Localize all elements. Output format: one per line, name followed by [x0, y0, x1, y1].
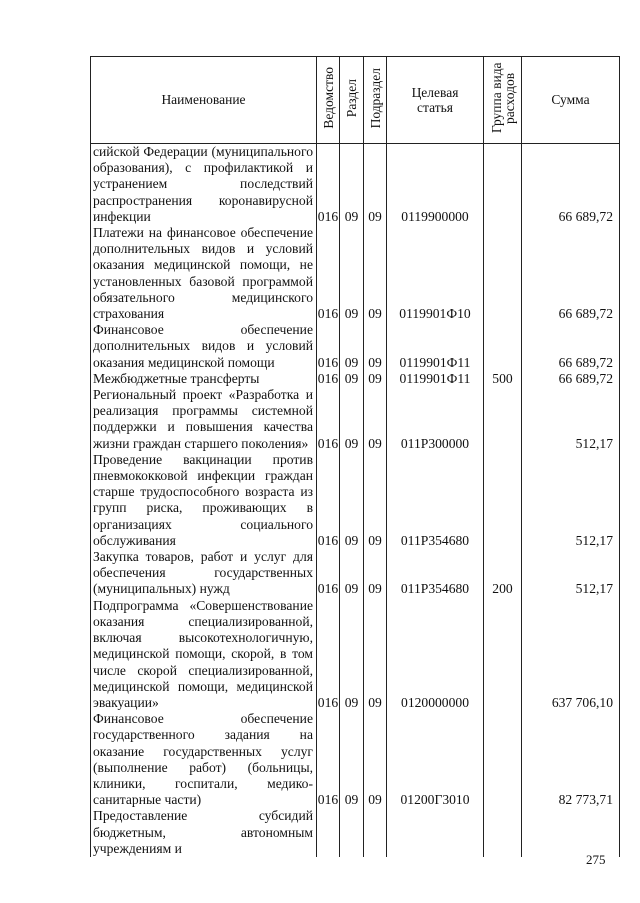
table-row	[91, 322, 620, 371]
row-section: 09	[340, 452, 364, 549]
table-row	[91, 711, 620, 808]
row-target: 0120000000	[387, 598, 484, 711]
row-department: 016	[317, 370, 339, 386]
row-target	[387, 808, 484, 857]
table-header-row	[91, 57, 620, 144]
row-group	[484, 598, 522, 711]
row-group	[484, 144, 522, 226]
row-department: 016	[317, 452, 340, 549]
header-department: Ведомство	[317, 57, 340, 144]
row-subsection: 09	[364, 371, 387, 387]
row-group	[484, 322, 522, 371]
header-subsection: Подраздел	[364, 57, 387, 144]
row-target: 0119901Ф11	[387, 371, 484, 387]
table-row	[91, 371, 620, 387]
budget-table	[90, 56, 620, 857]
row-department: 016	[317, 711, 340, 808]
row-name: Закупка товаров, работ и услуг для обеспечения государственных (муниципальных) нужд	[91, 549, 317, 598]
row-subsection: 09	[364, 711, 387, 808]
row-group	[484, 452, 522, 549]
row-sum: 82 773,71	[522, 711, 620, 808]
row-department: 016	[317, 549, 340, 598]
row-section: 09	[340, 322, 364, 371]
row-department: 016	[317, 387, 340, 452]
table-row	[91, 808, 620, 857]
row-name: Проведение вакцинации против пневмококковой инфекции граждан старше трудоспособного возраста из групп риска, проживающих в организациях социального обслуживания	[91, 452, 317, 549]
row-subsection: 09	[364, 452, 387, 549]
row-section: 09	[340, 371, 364, 387]
row-subsection: 09	[364, 225, 387, 322]
row-target: 01200Г3010	[387, 711, 484, 808]
row-section: 09	[340, 387, 364, 452]
header-sum: Сумма	[522, 57, 620, 144]
row-department: 016	[317, 322, 340, 371]
row-sum: 66 689,72	[522, 144, 620, 226]
row-name: Финансовое обеспечение государственного задания на оказание государственных услуг (выполнение работ) (больницы, клиники, госпитали, медико-санитарные части)	[91, 711, 317, 808]
row-sum: 512,17	[522, 549, 620, 598]
row-subsection: 09	[364, 144, 387, 226]
row-subsection: 09	[364, 387, 387, 452]
row-name: Подпрограмма «Совершенствование оказания специализированной, включая высокотехнологичную, медицинской помощи, скорой, в том числе скорой специализированной, медицинской помощи, медицинской эвакуации»	[91, 598, 317, 711]
row-target: 011P354680	[387, 549, 484, 598]
row-target: 0119901Ф10	[387, 225, 484, 322]
row-name: Предоставление субсидий бюджетным, автономным учреждениям и	[91, 808, 317, 857]
table-row	[91, 452, 620, 549]
header-group: Группа вида расходов	[484, 57, 522, 144]
row-department: 016	[317, 225, 340, 322]
row-target: 011P300000	[387, 387, 484, 452]
row-section: 09	[340, 598, 364, 711]
row-group	[484, 225, 522, 322]
row-group: 500	[484, 371, 522, 387]
row-name: Финансовое обеспечение дополнительных видов и условий оказания медицинской помощи	[91, 322, 317, 371]
row-name: Межбюджетные трансферты	[91, 371, 317, 387]
row-section	[340, 808, 364, 857]
row-section: 09	[340, 225, 364, 322]
row-name: Региональный проект «Разработка и реализация программы системной поддержки и повышения качества жизни граждан старшего поколения»	[91, 387, 317, 452]
row-sum: 637 706,10	[522, 598, 620, 711]
row-sum: 66 689,72	[522, 225, 620, 322]
header-name: Наименование	[91, 57, 317, 144]
row-subsection	[364, 808, 387, 857]
page-number: 275	[586, 852, 606, 867]
row-target: 011P354680	[387, 452, 484, 549]
row-name: сийской Федерации (муниципального образования), с профилактикой и устранением последствий распространения коронавирусной инфекции	[91, 144, 317, 226]
row-section: 09	[340, 144, 364, 226]
row-target: 0119901Ф11	[387, 322, 484, 371]
header-target: Целевая статья	[387, 57, 484, 144]
row-sum	[522, 808, 620, 857]
header-section: Раздел	[340, 57, 364, 144]
row-sum: 66 689,72	[522, 322, 620, 371]
row-target: 0119900000	[387, 144, 484, 226]
table-row	[91, 144, 620, 226]
row-section: 09	[340, 549, 364, 598]
row-section: 09	[340, 711, 364, 808]
row-name: Платежи на финансовое обеспечение дополнительных видов и условий оказания медицинской помощи, не установленных базовой программой обязательного медицинского страхования	[91, 225, 317, 322]
table-row	[91, 549, 620, 598]
row-department	[317, 808, 340, 857]
table-row	[91, 387, 620, 452]
row-group	[484, 808, 522, 857]
row-subsection: 09	[364, 598, 387, 711]
row-sum: 512,17	[522, 452, 620, 549]
row-sum: 512,17	[522, 387, 620, 452]
row-department: 016	[317, 598, 340, 711]
row-sum: 66 689,72	[522, 371, 620, 387]
row-department: 016	[317, 144, 340, 226]
row-group: 200	[484, 549, 522, 598]
table-row	[91, 598, 620, 711]
row-group	[484, 387, 522, 452]
row-subsection: 09	[364, 549, 387, 598]
row-group	[484, 711, 522, 808]
table-row	[91, 225, 620, 322]
row-subsection: 09	[364, 322, 387, 371]
